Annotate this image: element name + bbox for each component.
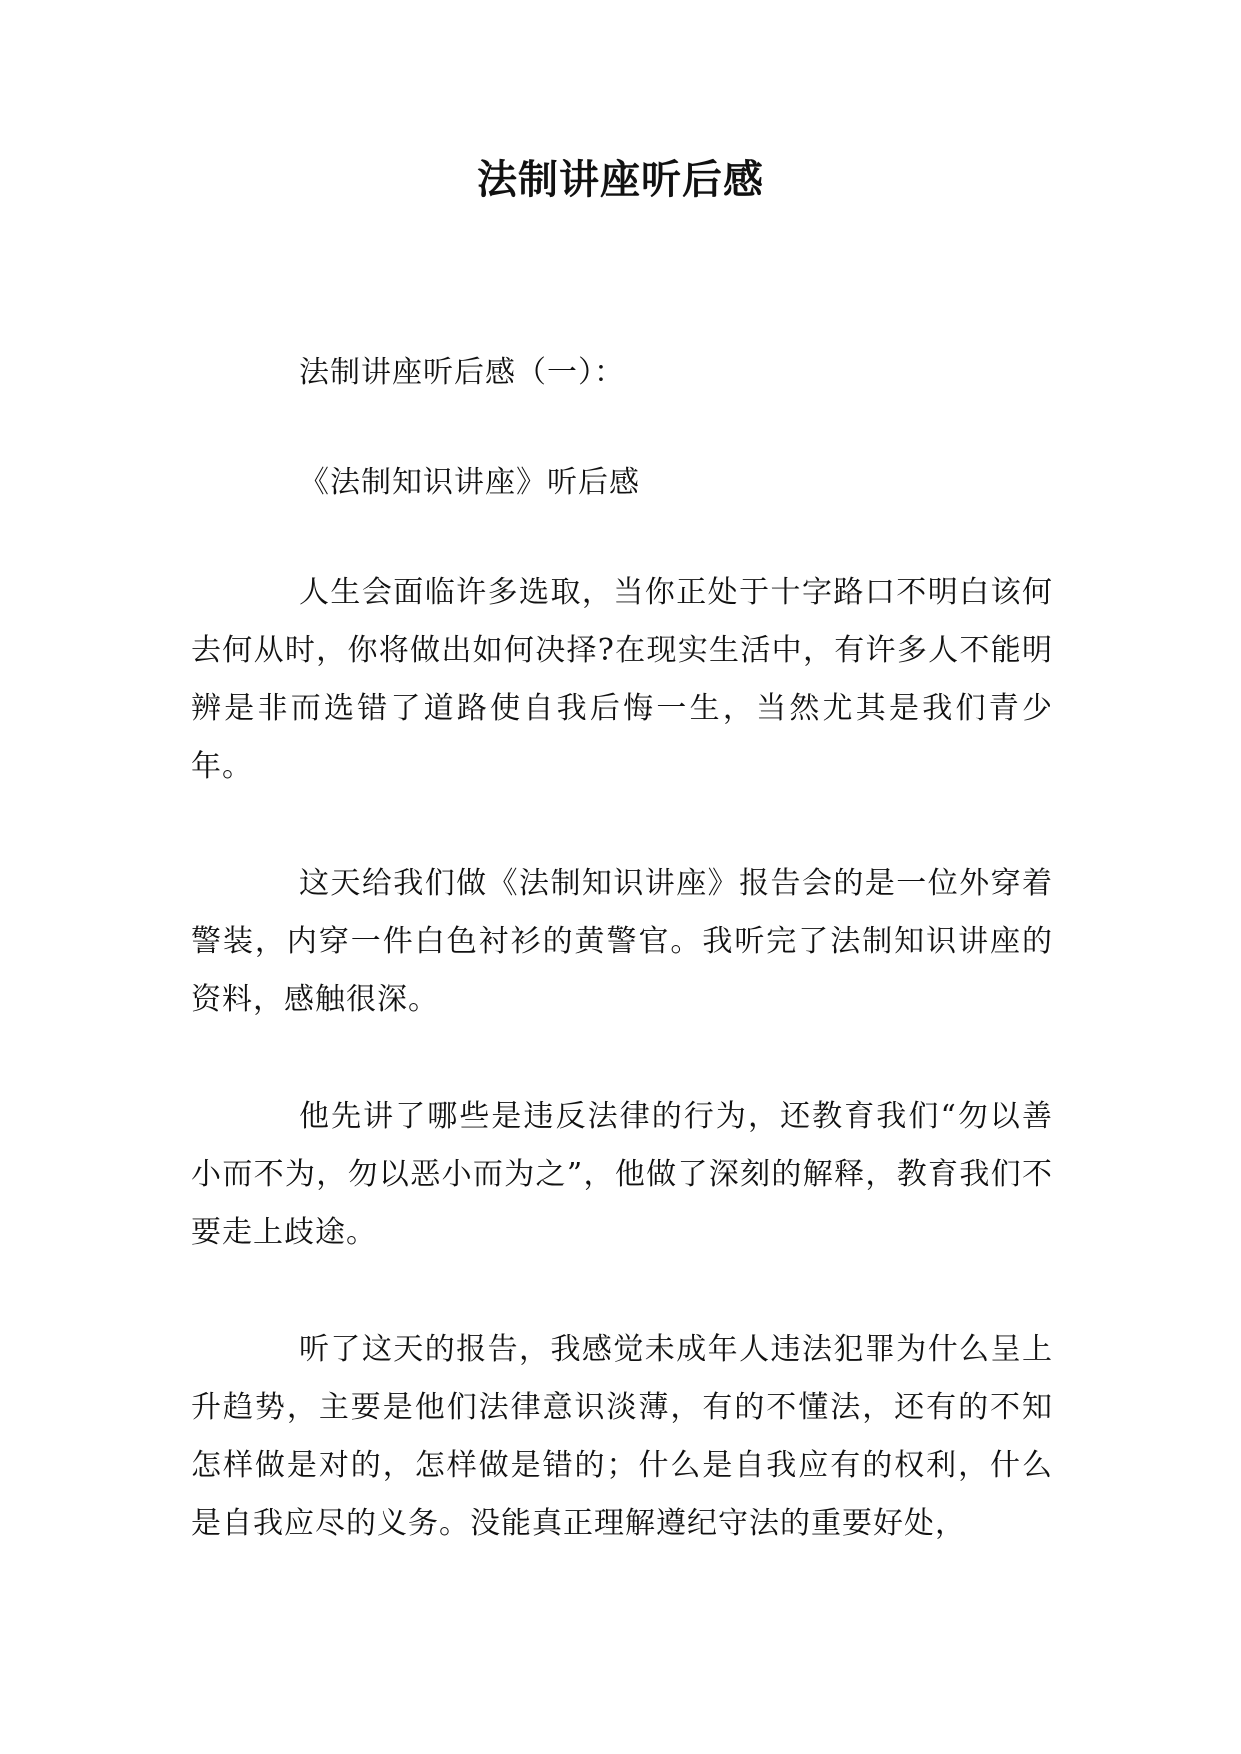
paragraph-3: 他先讲了哪些是违反法律的行为，还教育我们“勿以善小而不为，勿以恶小而为之”，他做了深刻的解释，教育我们不要走上歧途。	[191, 1099, 1053, 1250]
section-heading: 法制讲座听后感（一）：	[299, 355, 625, 390]
sub-heading: 《法制知识讲座》听后感	[299, 465, 640, 500]
paragraph-4: 听了这天的报告，我感觉未成年人违法犯罪为什么呈上升趋势，主要是他们法律意识淡薄，有的不懂法，还有的不知怎样做是对的，怎样做是错的；什么是自我应有的权利，什么是自我应尽的义务。没能真正理解遵纪守法的重要好处，	[191, 1332, 1053, 1541]
paragraph-2: 这天给我们做《法制知识讲座》报告会的是一位外穿着警装，内穿一件白色衬衫的黄警官。我听完了法制知识讲座的资料，感触很深。	[191, 866, 1053, 1017]
document-body	[191, 344, 1053, 1612]
document-title: 法制讲座听后感	[477, 156, 764, 203]
paragraph-1: 人生会面临许多选取，当你正处于十字路口不明白该何去何从时，你将做出如何决择?在现实生活中，有许多人不能明辨是非而选错了道路使自我后悔一生，当然尤其是我们青少年。	[191, 575, 1053, 784]
